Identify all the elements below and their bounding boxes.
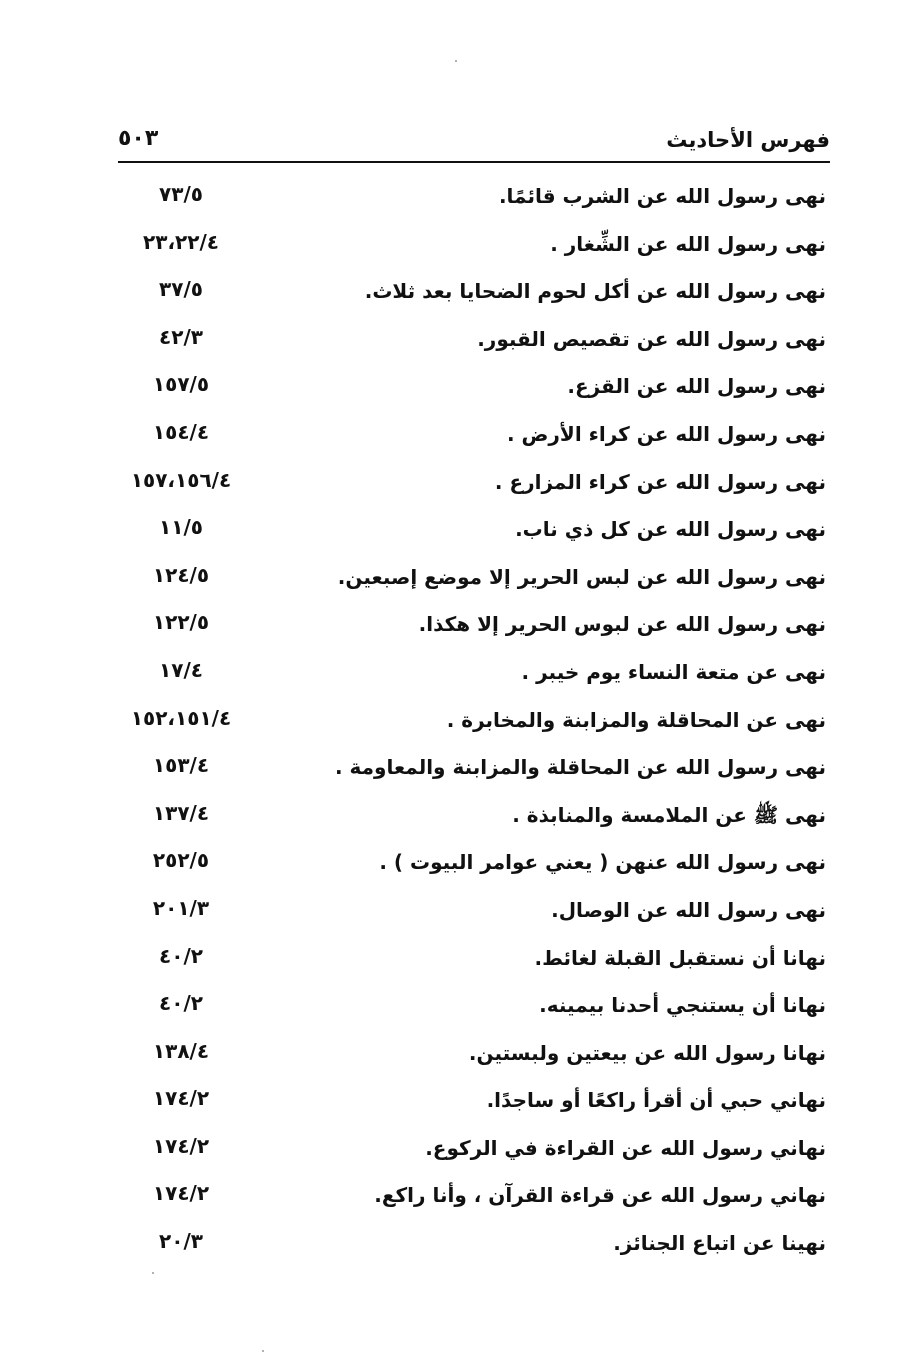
index-entry [118,366,830,414]
hadith-text: نهاني حبي أن أقرأ راكعًا أو ساجدًا. [486,1088,826,1113]
hadith-text: نهى رسول الله عن الشرب قائمًا. [498,184,826,208]
hadith-text: نهى رسول الله عن الوصال. [551,897,826,922]
index-entry [118,414,830,462]
hadith-text: نهانا أن يستنجي أحدنا بيمينه. [539,993,826,1018]
scan-speck [262,1350,264,1352]
volume-page-reference: ١٢٤/٥ [152,562,210,587]
hadith-text: نهى رسول الله عن كراء المزارع . [494,469,826,494]
index-entry [118,319,830,367]
volume-page-reference: ٤٠/٢ [159,943,203,968]
index-entry [118,700,830,748]
page-title: فهرس الأحاديث [666,128,830,152]
index-entry [118,462,830,510]
hadith-index-list [118,176,830,1271]
volume-page-reference: ١٧٤/٢ [152,1086,210,1111]
volume-page-reference: ١٧٤/٢ [152,1181,210,1206]
volume-page-reference: ١٥٣/٤ [152,753,210,778]
hadith-text: نهى رسول الله عن كراء الأرض . [506,421,826,446]
hadith-text: نهانا أن نستقبل القبلة لغائط. [534,945,826,970]
volume-page-reference: ١٥٢،١٥١/٤ [130,705,232,730]
index-entry [118,652,830,700]
volume-page-reference: ٢٥٢/٥ [152,848,210,873]
hadith-text: نهينا عن اتباع الجنائز. [613,1231,826,1256]
hadith-text: نهى عن المحاقلة والمزابنة والمخابرة . [446,707,826,732]
index-entry [118,557,830,605]
page-header [118,118,830,162]
volume-page-reference: ١٢٢/٥ [152,610,210,635]
hadith-text: نهى رسول الله عن القزع. [567,374,826,399]
header-divider [118,161,830,163]
page-number: ٥٠٣ [118,126,159,151]
index-entry [118,1128,830,1176]
hadith-text: نهى رسول الله عن تقصيص القبور. [477,326,826,351]
index-entry [118,176,830,224]
volume-page-reference: ١٣٨/٤ [152,1038,210,1063]
index-entry [118,1080,830,1128]
hadith-text: نهى رسول الله عن المحاقلة والمزابنة والمعاومة . [334,755,826,780]
index-entry [118,604,830,652]
index-entry [118,1223,830,1271]
volume-page-reference: ٤٢/٣ [159,324,203,349]
volume-page-reference: ٢٠١/٣ [152,895,210,920]
scan-speck [152,1272,154,1274]
volume-page-reference: ١٧٤/٢ [152,1133,210,1158]
volume-page-reference: ٣٧/٥ [159,277,203,302]
scan-speck [455,60,457,62]
index-entry [118,747,830,795]
hadith-text: نهانا رسول الله عن بيعتين ولبستين. [468,1040,826,1065]
index-entry [118,842,830,890]
volume-page-reference: ١٥٧/٥ [152,372,210,397]
index-entry [118,795,830,843]
index-entry [118,1033,830,1081]
volume-page-reference: ٧٣/٥ [159,182,203,206]
hadith-text: نهى رسول الله عنهن ( يعني عوامر البيوت ) . [379,850,826,875]
index-entry [118,271,830,319]
volume-page-reference: ١٥٤/٤ [152,419,210,444]
index-entry [118,224,830,272]
index-entry [118,890,830,938]
hadith-text: نهى رسول الله عن كل ذي ناب. [515,517,826,542]
hadith-text: نهى رسول الله عن الشِّغار . [550,231,826,256]
index-entry [118,1175,830,1223]
volume-page-reference: ١٣٧/٤ [152,800,210,825]
hadith-text: نهى رسول الله عن لبوس الحرير إلا هكذا. [418,612,826,637]
hadith-text: نهى رسول الله عن أكل لحوم الضحايا بعد ثلاث. [364,279,826,304]
index-entry [118,938,830,986]
volume-page-reference: ٢٣،٢٢/٤ [143,229,219,254]
volume-page-reference: ٢٠/٣ [159,1229,203,1254]
hadith-text: نهاني رسول الله عن القراءة في الركوع. [425,1135,826,1160]
volume-page-reference: ١٧/٤ [159,657,203,682]
index-entry [118,985,830,1033]
volume-page-reference: ١٥٧،١٥٦/٤ [130,467,232,492]
hadith-text: نهاني رسول الله عن قراءة القرآن ، وأنا راكع. [374,1183,826,1208]
index-entry [118,509,830,557]
volume-page-reference: ١١/٥ [159,515,203,540]
hadith-text: نهى عن متعة النساء يوم خيبر . [521,659,826,684]
volume-page-reference: ٤٠/٢ [159,991,203,1016]
hadith-text: نهى رسول الله عن لبس الحرير إلا موضع إصبعين. [337,564,826,589]
hadith-text: نهى ﷺ عن الملامسة والمنابذة . [512,802,826,827]
